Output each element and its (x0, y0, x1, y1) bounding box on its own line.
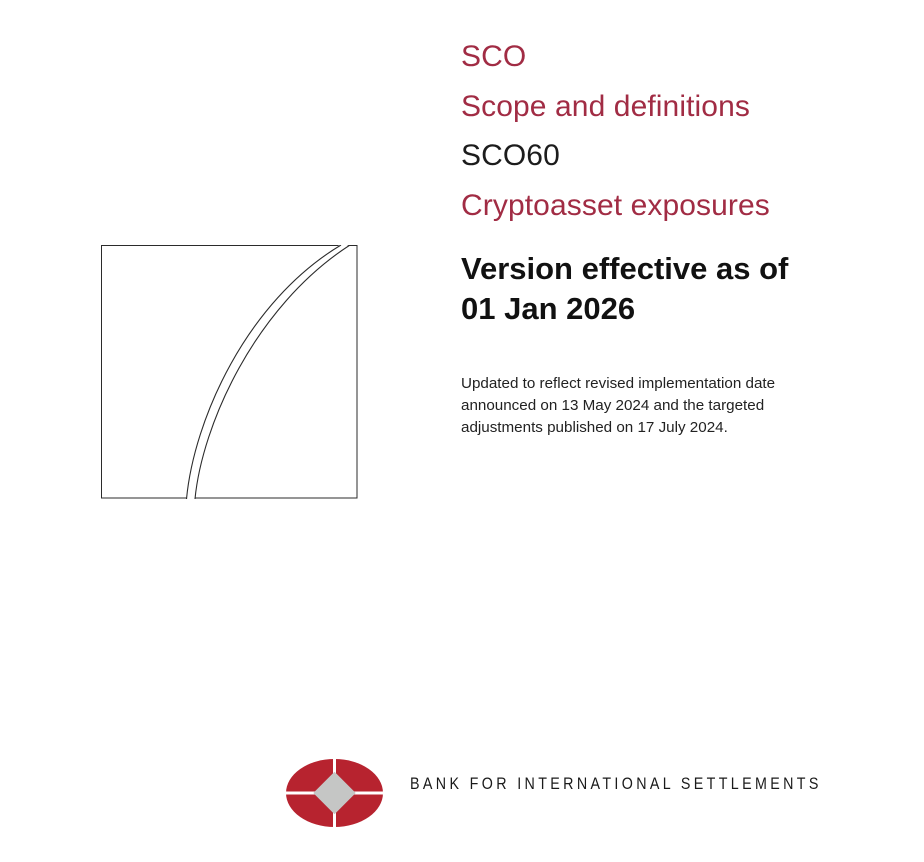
version-title-line-2: 01 Jan 2026 (461, 291, 636, 326)
standard-title-heading: Scope and definitions (461, 90, 750, 123)
cover-curve-artwork (101, 245, 358, 499)
organization-name: BANK FOR INTERNATIONAL SETTLEMENTS (410, 774, 822, 793)
version-effective-title (461, 249, 831, 329)
version-note: Updated to reflect revised implementation date announced on 13 May 2024 and the targeted adjustments published on 17 July 2024. (461, 375, 776, 437)
artwork-inner-curve (195, 245, 350, 499)
artwork-sliver-fill (187, 245, 351, 499)
standard-code-heading: SCO (461, 40, 527, 73)
version-title-line-1: Version effective as of (461, 251, 789, 286)
chapter-code-heading: SCO60 (461, 139, 560, 172)
chapter-title-heading: Cryptoasset exposures (461, 189, 770, 222)
bis-logo-icon (286, 759, 383, 827)
artwork-outer-curve (187, 245, 342, 499)
